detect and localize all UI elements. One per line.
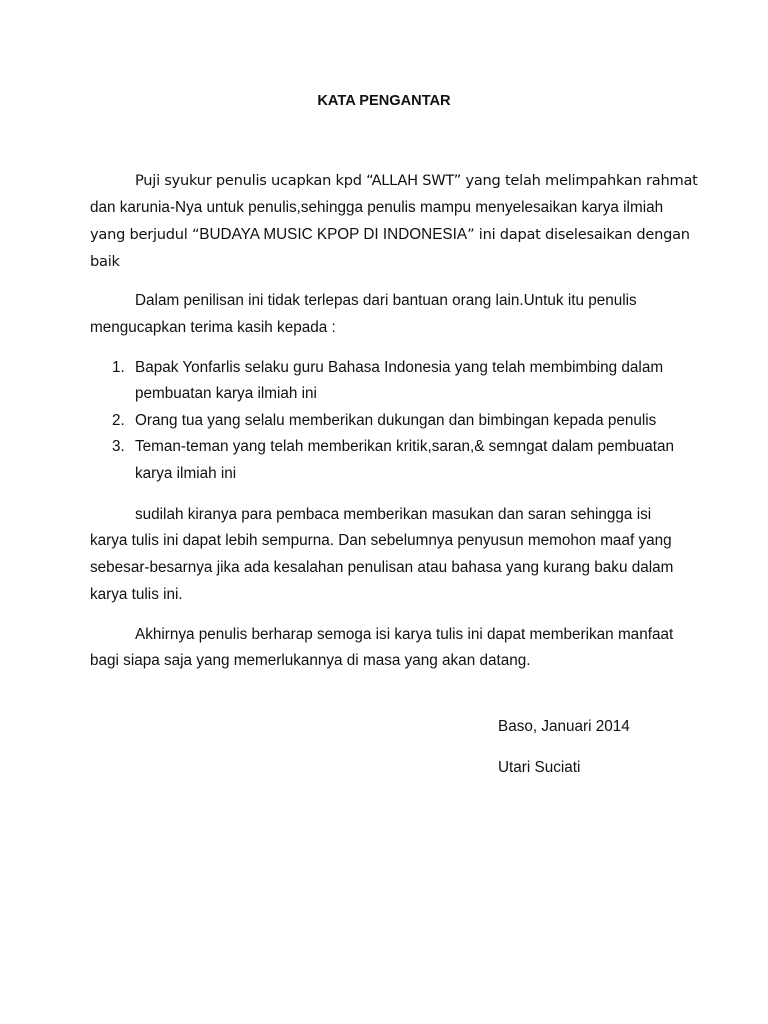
paragraph-line: mengucapkan terima kasih kepada : — [90, 319, 336, 336]
paragraph-line: bagi siapa saja yang memerlukannya di masa yang akan datang. — [90, 652, 531, 669]
page-title: KATA PENGANTAR — [317, 93, 451, 109]
paragraph-line: Puji syukur penulis ucapkan kpd “ALLAH SWT” yang telah melimpahkan rahmat — [135, 172, 698, 189]
place-date: Baso, Januari 2014 — [498, 718, 630, 735]
paragraph-line: sudilah kiranya para pembaca memberikan masukan dan saran sehingga isi — [135, 506, 652, 523]
paragraph-text: yang berjudul “ — [90, 226, 200, 243]
list-number: 2. — [112, 412, 125, 429]
list-item-text: Teman-teman yang telah memberikan kritik,saran,& semngat dalam pembuatan — [135, 438, 675, 455]
paragraph-line: baik — [90, 253, 120, 270]
paragraph-line: karya tulis ini dapat lebih sempurna. Dan sebelumnya penyusun memohon maaf yang — [90, 532, 672, 549]
list-item-text: Bapak Yonfarlis selaku guru Bahasa Indonesia yang telah membimbing dalam — [135, 359, 664, 376]
paragraph-line: sebesar-besarnya jika ada kesalahan penulisan atau bahasa yang kurang baku dalam — [90, 559, 674, 576]
paragraph-line — [90, 225, 690, 245]
paragraph-line: karya tulis ini. — [90, 586, 183, 603]
paragraph-line: Dalam penilisan ini tidak terlepas dari bantuan orang lain.Untuk itu penulis — [135, 292, 637, 309]
list-number: 1. — [112, 359, 125, 376]
list-item-text: karya ilmiah ini — [135, 465, 237, 482]
author-name: Utari Suciati — [498, 759, 581, 776]
paragraph-text: ” ini dapat diselesaikan dengan — [467, 226, 690, 243]
paragraph-line: Akhirnya penulis berharap semoga isi karya tulis ini dapat memberikan manfaat — [135, 626, 674, 643]
list-number: 3. — [112, 438, 125, 455]
list-item-text: pembuatan karya ilmiah ini — [135, 385, 317, 402]
book-title-text: BUDAYA MUSIC KPOP DI INDONESIA — [199, 226, 468, 243]
paragraph-line: dan karunia-Nya untuk penulis,sehingga penulis mampu menyelesaikan karya ilmiah — [90, 199, 664, 216]
list-item-text: Orang tua yang selalu memberikan dukungan dan bimbingan kepada penulis — [135, 412, 657, 429]
